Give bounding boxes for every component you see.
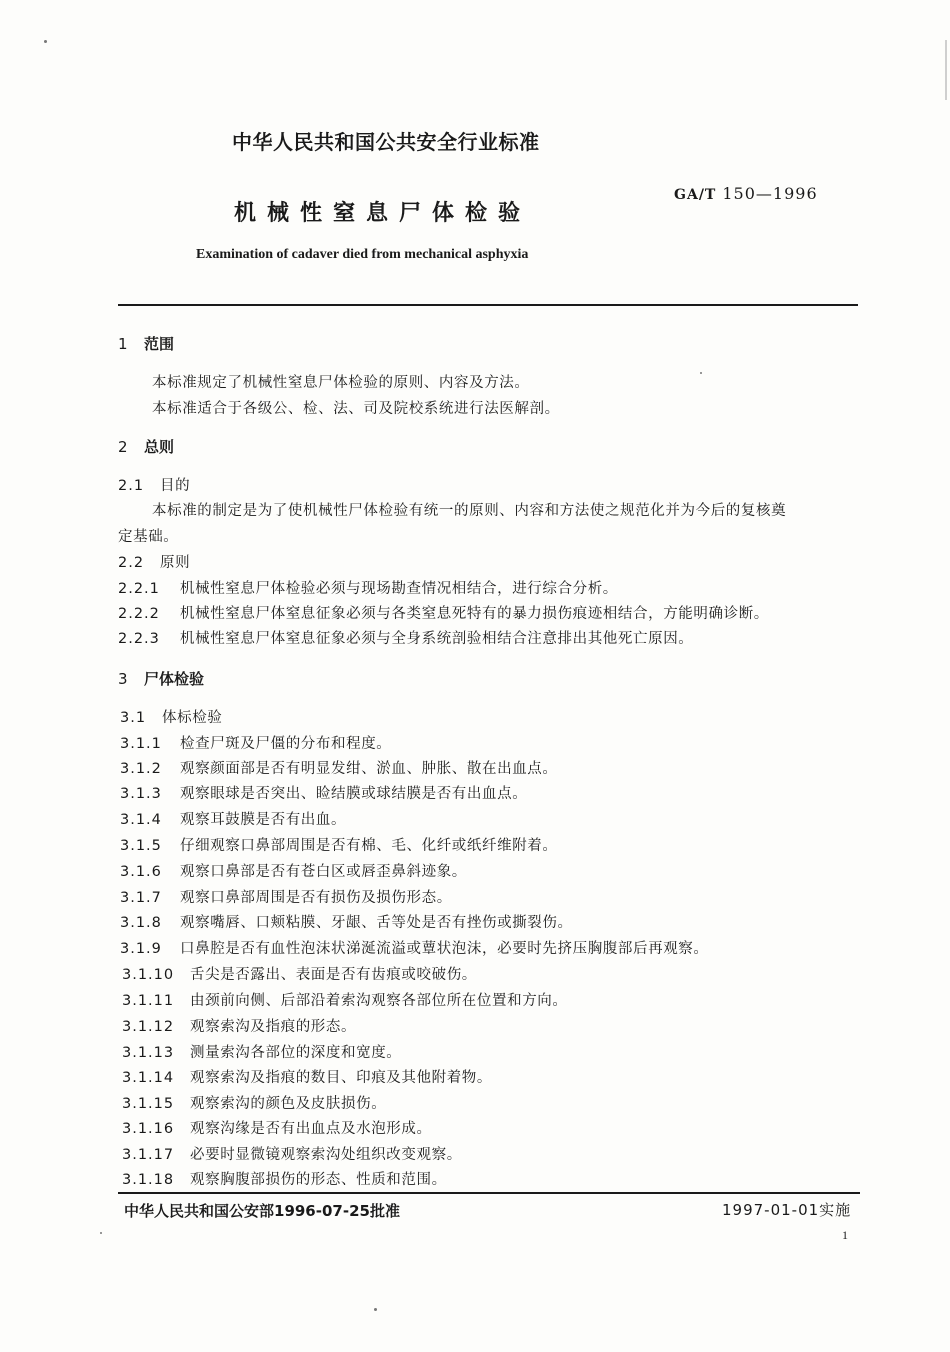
clause-3-1-3: [120, 782, 527, 803]
standard-code: [674, 184, 818, 203]
clause-3-1-2: [120, 757, 558, 778]
item-text: 目的: [160, 478, 191, 494]
item-text: 观察颜面部是否有明显发绀、淤血、肿胀、散在出血点。: [180, 761, 558, 777]
clause-3-1-17: [122, 1143, 462, 1164]
item-number: 3.1.5: [120, 838, 162, 854]
item-text: 测量索沟各部位的深度和宽度。: [190, 1045, 402, 1061]
item-text: 观察胸腹部损伤的形态、性质和范围。: [190, 1172, 447, 1188]
clause-3-1-10: [122, 963, 477, 984]
item-text: 观察口鼻部周围是否有损伤及损伤形态。: [180, 890, 452, 906]
clause-3-1-18: [122, 1168, 447, 1189]
item-text: 由颈前向侧、后部沿着索沟观察各部位所在位置和方向。: [190, 993, 568, 1009]
item-text: 观察耳鼓膜是否有出血。: [180, 812, 347, 828]
standard-code-number: 150—1996: [722, 184, 818, 203]
item-text: 观察口鼻部是否有苍白区或唇歪鼻斜迹象。: [180, 864, 467, 880]
item-text: 观察眼球是否突出、睑结膜或球结膜是否有出血点。: [180, 786, 528, 802]
clause-3-1-16: [122, 1117, 432, 1138]
clause-3-1-12: [122, 1015, 356, 1036]
clause-3-1-14: [122, 1066, 492, 1087]
item-number: 3.1.18: [122, 1172, 175, 1188]
item-number: 3.1.16: [122, 1121, 175, 1137]
industry-standard-heading: 中华人民共和国公共安全行业标准: [232, 130, 540, 154]
scan-edge: [945, 40, 947, 100]
item-text: 必要时显微镜观察索沟处组织改变观察。: [190, 1147, 462, 1163]
subsection-2-2: [118, 551, 190, 572]
clause-3-1-11: [122, 989, 568, 1010]
item-text: 观察索沟及指痕的数目、印痕及其他附着物。: [190, 1070, 492, 1086]
scan-speck: [100, 1232, 102, 1234]
subsection-2-1: [118, 474, 190, 495]
clause-3-1-15: [122, 1092, 386, 1113]
item-number: 3.1.8: [120, 915, 162, 931]
paragraph: 本标准的制定是为了使机械性尸体检验有统一的原则、内容和方法使之规范化并为今后的复核奠: [152, 503, 787, 519]
item-number: 3.1.11: [122, 993, 175, 1009]
item-text: 机械性窒息尸体窒息征象必须与各类窒息死特有的暴力损伤痕迹相结合，方能明确诊断。: [180, 606, 769, 622]
section-title: 总则: [144, 438, 175, 456]
item-text: 口鼻腔是否有血性泡沫状涕涎流溢或蕈状泡沫，必要时先挤压胸腹部后再观察。: [180, 941, 709, 957]
section-title: 范围: [144, 335, 175, 353]
section-2-heading: [118, 436, 174, 457]
section-title: 尸体检验: [144, 670, 205, 688]
paragraph: 本标准适合于各级公、检、法、司及院校系统进行法医解剖。: [152, 401, 560, 417]
item-text: 检查尸斑及尸僵的分布和程度。: [180, 736, 392, 752]
document-title: 机械性窒息尸体检验: [234, 201, 532, 226]
item-number: 3.1.14: [122, 1070, 175, 1086]
standard-code-prefix: GA/T: [674, 187, 717, 203]
section-number: 1: [118, 335, 128, 353]
paragraph: 定基础。: [118, 529, 179, 545]
clause-3-1-9: [120, 937, 709, 958]
item-number: 2.2.2: [118, 606, 160, 622]
page-number: 1: [842, 1228, 848, 1242]
subsection-3-1: [120, 706, 222, 727]
footer-divider: [118, 1192, 860, 1194]
header-divider: [118, 304, 858, 306]
item-number: 3.1.15: [122, 1096, 175, 1112]
item-text: 原则: [160, 555, 191, 571]
item-number: 2.2: [118, 555, 145, 571]
item-number: 3.1.12: [122, 1019, 175, 1035]
item-number: 2.2.3: [118, 631, 160, 647]
item-text: 机械性窒息尸体检验必须与现场勘查情况相结合，进行综合分析。: [180, 581, 618, 597]
clause-3-1-5: [120, 834, 558, 855]
section-number: 2: [118, 438, 128, 456]
clause-2-2-3: [118, 627, 693, 648]
clause-3-1-13: [122, 1041, 401, 1062]
clause-3-1-8: [120, 911, 573, 932]
item-number: 3.1.3: [120, 786, 162, 802]
item-text: 体标检验: [162, 710, 223, 726]
item-number: 3.1: [120, 710, 147, 726]
clause-2-2-2: [118, 602, 769, 623]
approval-line: 中华人民共和国公安部1996-07-25批准: [124, 1202, 400, 1220]
clause-3-1-6: [120, 860, 467, 881]
item-number: 3.1.10: [122, 967, 175, 983]
item-number: 3.1.17: [122, 1147, 175, 1163]
item-text: 观察索沟的颜色及皮肤损伤。: [190, 1096, 387, 1112]
item-text: 机械性窒息尸体窒息征象必须与全身系统剖验相结合注意排出其他死亡原因。: [180, 631, 694, 647]
item-number: 2.2.1: [118, 581, 160, 597]
clause-2-2-1: [118, 577, 618, 598]
item-number: 3.1.1: [120, 736, 162, 752]
clause-3-1-7: [120, 886, 452, 907]
item-text: 舌尖是否露出、表面是否有齿痕或咬破伤。: [190, 967, 477, 983]
item-number: 3.1.6: [120, 864, 162, 880]
english-subtitle: Examination of cadaver died from mechanical asphyxia: [196, 247, 529, 262]
scan-speck: [700, 372, 702, 374]
section-3-heading: [118, 668, 204, 689]
section-1-heading: [118, 333, 174, 354]
section-number: 3: [118, 670, 128, 688]
item-number: 3.1.13: [122, 1045, 175, 1061]
scan-speck: [374, 1308, 377, 1311]
paragraph: 本标准规定了机械性窒息尸体检验的原则、内容及方法。: [152, 375, 530, 391]
item-number: 3.1.9: [120, 941, 162, 957]
item-text: 仔细观察口鼻部周围是否有棉、毛、化纤或纸纤维附着。: [180, 838, 558, 854]
item-number: 3.1.4: [120, 812, 162, 828]
clause-3-1-4: [120, 808, 346, 829]
clause-3-1-1: [120, 732, 391, 753]
scan-speck: [44, 40, 47, 43]
item-text: 观察索沟及指痕的形态。: [190, 1019, 357, 1035]
item-number: 3.1.2: [120, 761, 162, 777]
item-number: 3.1.7: [120, 890, 162, 906]
item-number: 2.1: [118, 478, 145, 494]
item-text: 观察沟缘是否有出血点及水泡形成。: [190, 1121, 432, 1137]
item-text: 观察嘴唇、口颊粘膜、牙龈、舌等处是否有挫伤或撕裂伤。: [180, 915, 573, 931]
effective-date: 1997-01-01实施: [722, 1201, 852, 1219]
